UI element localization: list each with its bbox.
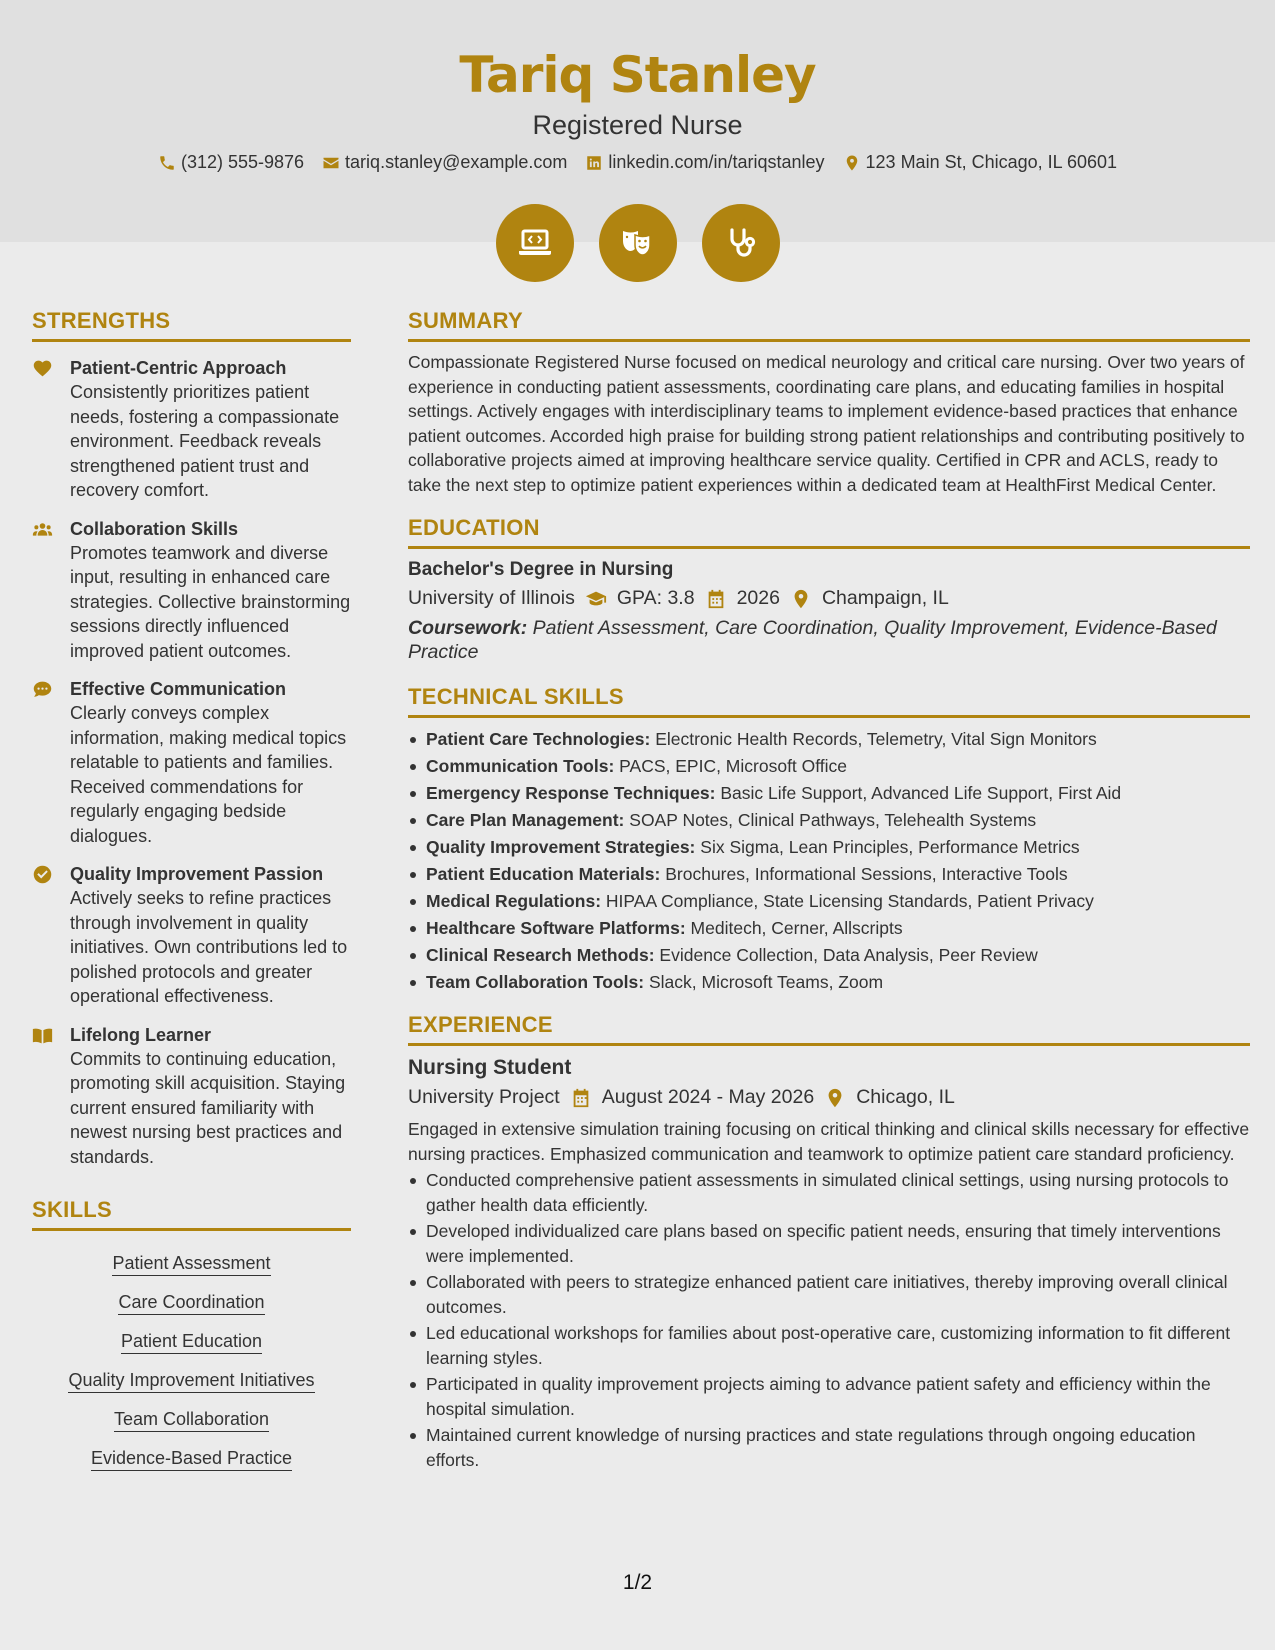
tech-label: Healthcare Software Platforms:: [426, 918, 686, 938]
contact-bar: [0, 152, 1275, 173]
technical-skills-heading: TECHNICAL SKILLS: [408, 684, 1250, 718]
map-marker-icon: [843, 154, 861, 172]
contact-email[interactable]: [322, 152, 567, 173]
theater-masks-icon: [618, 223, 658, 263]
tech-value: Brochures, Informational Sessions, Interactive Tools: [665, 864, 1068, 884]
strength-title: Quality Improvement Passion: [70, 864, 324, 884]
degree-title: Bachelor's Degree in Nursing: [408, 559, 674, 580]
tech-value: HIPAA Compliance, State Licensing Standards, Patient Privacy: [605, 891, 1094, 911]
contact-address: [843, 152, 1118, 173]
tech-value: Electronic Health Records, Telemetry, Vital Sign Monitors: [655, 729, 1097, 749]
tech-label: Patient Care Technologies:: [426, 729, 651, 749]
strength-desc: Actively seeks to refine practices through involvement in quality initiatives. Own contributions led to polished protocols and greater operational effectiveness.: [70, 888, 348, 1006]
list-item: [408, 834, 1250, 861]
linkedin-text: linkedin.com/in/tariqstanley: [608, 152, 825, 172]
skill-tag: Team Collaboration: [114, 1407, 269, 1432]
strength-desc: Clearly conveys complex information, making medical topics relatable to patients and families. Received commendations for regularly engaging bedside dialogues.: [70, 703, 347, 846]
list-item: [408, 969, 1250, 996]
strength-title: Effective Communication: [70, 679, 287, 699]
strength-title: Patient-Centric Approach: [70, 358, 287, 378]
tech-label: Quality Improvement Strategies:: [426, 837, 696, 857]
experience-heading: EXPERIENCE: [408, 1012, 1250, 1046]
job-title: Nursing Student: [408, 1056, 572, 1079]
heart-icon: [32, 358, 53, 379]
book-open-icon: [32, 1025, 53, 1046]
job-description: Engaged in extensive simulation training focusing on critical thinking and clinical skills necessary for effective nursing practices. Emphasized communication and teamwork to optimize patient care standard proficiency.: [408, 1119, 1250, 1164]
skill-tag: Patient Assessment: [112, 1251, 270, 1276]
job-org: University Project: [408, 1086, 560, 1108]
check-circle-icon: [32, 864, 53, 885]
phone-icon: [158, 154, 176, 172]
strength-item: [32, 356, 351, 503]
badge-stethoscope: [702, 204, 780, 282]
skills-heading: SKILLS: [32, 1197, 351, 1231]
phone-text: (312) 555-9876: [180, 152, 305, 172]
list-item: [408, 726, 1250, 753]
contact-linkedin[interactable]: [585, 152, 824, 173]
strength-item: [32, 677, 351, 848]
badge-masks: [599, 204, 677, 282]
job-bullets: [408, 1168, 1250, 1472]
job-dates: August 2024 - May 2026: [601, 1086, 815, 1108]
grad-year: 2026: [736, 587, 780, 609]
page-number: 1/2: [622, 1571, 653, 1594]
skill-tag: Care Coordination: [118, 1290, 264, 1315]
strength-item: [32, 517, 351, 664]
map-marker-icon: [790, 588, 812, 610]
summary-text: Compassionate Registered Nurse focused on medical neurology and critical care nursing. Over two years of experience in conducting patient assessments, coordinating care plans, and educating families in hospital settings. Actively engages with interdisciplinary teams to implement evidence-based practices that enhance patient outcomes. Accorded high praise for building strong patient relationships and contributing positively to collaborative projects aimed at improving healthcare service quality. Certified in CPR and ACLS, ready to take the next step to optimize patient experiences within a dedicated team at HealthFirst Medical Center.: [408, 352, 1245, 495]
users-icon: [32, 519, 53, 540]
tech-value: Slack, Microsoft Teams, Zoom: [648, 972, 884, 992]
education-heading: EDUCATION: [408, 515, 1250, 549]
badge-laptop: [496, 204, 574, 282]
map-marker-icon: [824, 1087, 846, 1109]
list-item: [408, 942, 1250, 969]
education-meta: [408, 587, 1250, 610]
coursework-label: Coursework:: [408, 617, 528, 639]
list-item: Maintained current knowledge of nursing practices and state regulations through ongoing education efforts.: [408, 1423, 1250, 1472]
tech-value: PACS, EPIC, Microsoft Office: [619, 756, 848, 776]
strength-title: Collaboration Skills: [70, 518, 239, 539]
list-item: Collaborated with peers to strategize enhanced patient care initiatives, thereby improving overall clinical outcomes.: [408, 1270, 1250, 1319]
tech-value: Meditech, Cerner, Allscripts: [690, 918, 903, 938]
comment-icon: [32, 679, 53, 700]
list-item: Conducted comprehensive patient assessments in simulated clinical settings, using nursing protocols to gather health data efficiently.: [408, 1168, 1250, 1217]
skill-tag: Quality Improvement Initiatives: [68, 1368, 314, 1393]
list-item: Participated in quality improvement projects aiming to advance patient safety and efficiency within the hospital simulation.: [408, 1372, 1250, 1421]
graduation-cap-icon: [585, 588, 607, 610]
tech-label: Care Plan Management:: [426, 810, 625, 830]
tech-value: Six Sigma, Lean Principles, Performance Metrics: [700, 837, 1080, 857]
tech-label: Patient Education Materials:: [426, 864, 661, 884]
skill-tag: Patient Education: [121, 1329, 262, 1354]
right-column: [408, 308, 1250, 1472]
list-item: [408, 780, 1250, 807]
school-location: Champaign, IL: [821, 587, 949, 609]
tech-label: Medical Regulations:: [426, 891, 602, 911]
badge-row: [0, 204, 1275, 282]
skill-tag: Evidence-Based Practice: [91, 1446, 292, 1471]
technical-skills-list: [408, 726, 1250, 996]
list-item: Developed individualized care plans based on specific patient needs, ensuring that timely interventions were implemented.: [408, 1219, 1250, 1268]
list-item: [408, 888, 1250, 915]
contact-phone[interactable]: [158, 152, 304, 173]
list-item: [408, 861, 1250, 888]
tech-label: Clinical Research Methods:: [426, 945, 655, 965]
list-item: [408, 915, 1250, 942]
strength-desc: Promotes teamwork and diverse input, resulting in enhanced care strategies. Collective brainstorming sessions directly influenced improved patient outcomes.: [70, 542, 351, 661]
school-name: University of Illinois: [408, 587, 575, 609]
calendar-icon: [570, 1087, 592, 1109]
list-item: [408, 807, 1250, 834]
summary-heading: SUMMARY: [408, 308, 1250, 342]
tech-value: SOAP Notes, Clinical Pathways, Telehealth Systems: [629, 810, 1037, 830]
strength-item: [32, 1023, 351, 1170]
job-location: Chicago, IL: [856, 1086, 955, 1108]
left-column: [32, 308, 351, 1471]
tech-value: Evidence Collection, Data Analysis, Peer Review: [659, 945, 1038, 965]
strengths-heading: STRENGTHS: [32, 308, 351, 342]
candidate-role: Registered Nurse: [532, 110, 743, 140]
list-item: Led educational workshops for families about post-operative care, customizing information to fit different learning styles.: [408, 1321, 1250, 1370]
address-text: 123 Main St, Chicago, IL 60601: [865, 152, 1118, 172]
laptop-code-icon: [515, 223, 555, 263]
strength-desc: Consistently prioritizes patient needs, fostering a compassionate environment. Feedback reveals strengthened patient trust and recovery comfort.: [70, 382, 340, 500]
tech-label: Communication Tools:: [426, 756, 615, 776]
strength-title: Lifelong Learner: [70, 1024, 212, 1045]
envelope-icon: [322, 154, 340, 172]
strength-desc: Commits to continuing education, promoting skill acquisition. Staying current ensured familiarity with newest nursing best practices and standards.: [70, 1048, 346, 1167]
list-item: [408, 753, 1250, 780]
calendar-icon: [705, 588, 727, 610]
tech-label: Team Collaboration Tools:: [426, 972, 645, 992]
strength-item: [32, 862, 351, 1009]
skills-list: [32, 1237, 351, 1471]
coursework-text: Patient Assessment, Care Coordination, Quality Improvement, Evidence-Based Practice: [408, 617, 1217, 663]
email-text: tariq.stanley@example.com: [345, 152, 568, 172]
tech-label: Emergency Response Techniques:: [426, 783, 716, 803]
linkedin-icon: [585, 154, 603, 172]
experience-meta: [408, 1086, 1250, 1109]
coursework: [408, 616, 1250, 664]
tech-value: Basic Life Support, Advanced Life Support, First Aid: [720, 783, 1122, 803]
stethoscope-icon: [721, 223, 761, 263]
candidate-name: Tariq Stanley: [459, 46, 816, 104]
gpa-text: GPA: 3.8: [616, 587, 695, 609]
